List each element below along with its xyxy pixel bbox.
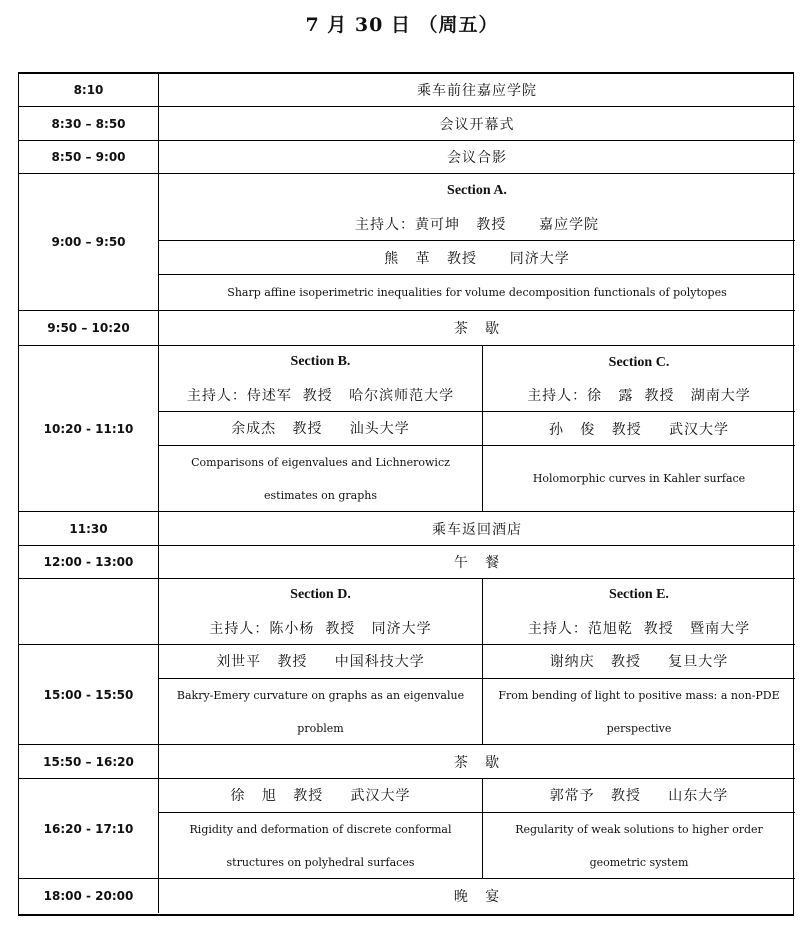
speaker: 谢纳庆 教授 复旦大学 <box>549 654 729 670</box>
speaker: 刘世平 教授 中国科技大学 <box>216 654 425 670</box>
page-title: 7 月 30 日 （周五） <box>305 14 499 36</box>
session-d-talk <box>159 645 483 745</box>
time-cell: 11:30 <box>19 512 159 546</box>
speaker: 熊 革 教授 同济大学 <box>159 241 795 275</box>
event-cell: 会议合影 <box>159 141 795 174</box>
section-title: Section D. <box>290 587 351 603</box>
time-cell: 15:50 – 16:20 <box>19 745 159 779</box>
section-e-header <box>483 579 795 645</box>
time-cell-empty <box>19 579 159 645</box>
section-d-header <box>159 579 483 645</box>
speaker: 孙 俊 教授 武汉大学 <box>483 411 795 445</box>
section-title: Section E. <box>609 587 669 603</box>
time-cell: 15:00 - 15:50 <box>19 645 159 745</box>
event-cell: 茶 歇 <box>159 745 795 779</box>
session-host: 主持人：侍述军 教授 哈尔滨师范大学 <box>186 387 455 404</box>
event-cell: 乘车前往嘉应学院 <box>159 74 795 107</box>
session-host: 主持人：黄可坤 教授 嘉应学院 <box>354 216 600 233</box>
session-d-talk-2 <box>159 779 483 879</box>
time-cell: 9:00 – 9:50 <box>19 174 159 311</box>
event-cell: 晚 宴 <box>453 889 501 905</box>
schedule-table-lower <box>18 346 794 916</box>
session-host: 主持人：陈小杨 教授 同济大学 <box>209 620 432 637</box>
time-cell: 16:20 - 17:10 <box>19 779 159 879</box>
session-host: 主持人：徐 露 教授 湖南大学 <box>527 388 751 404</box>
speaker: 郭常予 教授 山东大学 <box>549 788 729 804</box>
talk-title: Rigidity and deformation of discrete conformal structures on polyhedral surfaces <box>159 812 482 879</box>
event-cell: 会议开幕式 <box>159 107 795 141</box>
session-e-talk-2 <box>483 779 795 879</box>
section-title: Section C. <box>608 354 670 370</box>
speaker: 余成杰 教授 汕头大学 <box>159 411 482 445</box>
talk-title: Comparisons of eigenvalues and Lichnerowicz estimates on graphs <box>159 445 482 512</box>
talk-title: Sharp affine isoperimetric inequalities for volume decomposition functionals of polytopes <box>159 275 795 311</box>
session-host: 主持人：范旭乾 教授 暨南大学 <box>527 620 751 637</box>
event-cell: 茶 歇 <box>159 311 795 346</box>
time-cell: 12:00 - 13:00 <box>19 546 159 579</box>
section-c <box>483 346 795 512</box>
section-b <box>159 346 483 512</box>
time-cell: 10:20 - 11:10 <box>19 346 159 512</box>
section-title: Section B. <box>290 354 351 369</box>
talk-title: Regularity of weak solutions to higher order geometric system <box>483 812 795 879</box>
section-a-header <box>159 174 795 241</box>
speaker: 徐 旭 教授 武汉大学 <box>230 788 411 804</box>
talk-title: Holomorphic curves in Kahler surface <box>483 445 795 511</box>
time-cell: 8:10 <box>19 74 159 107</box>
event-cell: 午 餐 <box>159 546 795 579</box>
talk-title: From bending of light to positive mass: a non-PDE perspective <box>483 678 795 745</box>
section-title: Section A. <box>447 182 507 198</box>
time-cell: 8:50 – 9:00 <box>19 141 159 174</box>
schedule-table <box>18 72 794 346</box>
talk-title: Bakry-Emery curvature on graphs as an eigenvalue problem <box>159 678 482 745</box>
time-cell: 8:30 – 8:50 <box>19 107 159 141</box>
event-cell: 乘车返回酒店 <box>159 512 795 546</box>
session-e-talk <box>483 645 795 745</box>
time-cell: 9:50 – 10:20 <box>19 311 159 346</box>
time-cell: 18:00 - 20:00 <box>19 879 159 913</box>
